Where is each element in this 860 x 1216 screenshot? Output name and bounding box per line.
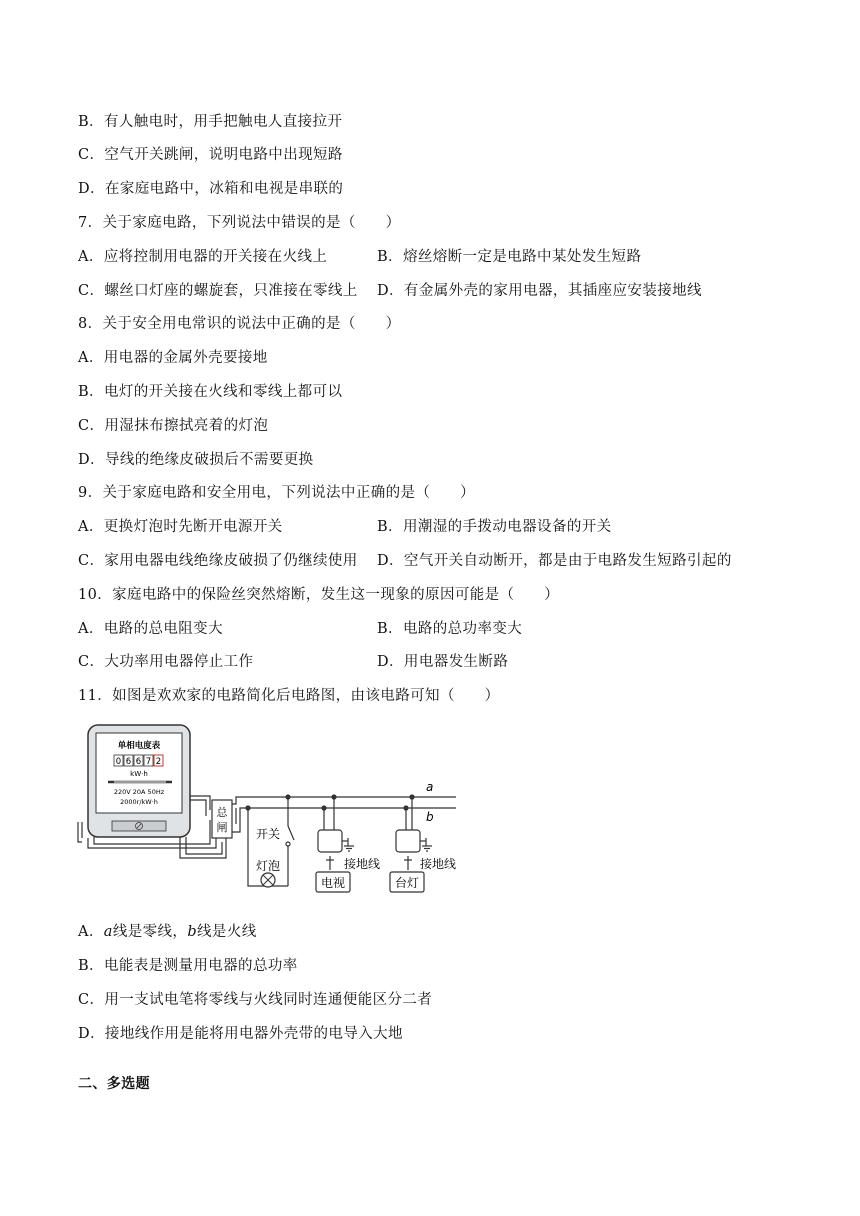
q9-option-a: A．更换灯泡时先断开电源开关 xyxy=(78,519,283,535)
q11-option-a: A．a线是零线，b线是火线 xyxy=(78,924,257,940)
ground-wire-label: 接地线 xyxy=(420,857,457,871)
q10-stem: 10．家庭电路中的保险丝突然熔断，发生这一现象的原因可能是（ ） xyxy=(78,587,560,603)
q7-option-b: B．熔丝熔断一定是电路中某处发生短路 xyxy=(377,249,642,265)
q9-option-b: B．用潮湿的手拨动电器设备的开关 xyxy=(377,519,612,535)
main-switch-label: 闸 xyxy=(216,821,228,834)
q7-option-a: A．应将控制用电器的开关接在火线上 xyxy=(78,249,328,265)
desk-lamp-label: 台灯 xyxy=(394,876,420,890)
meter-digit: 0 xyxy=(115,757,122,767)
section-heading: 二、多选题 xyxy=(78,1076,150,1092)
meter-title: 单相电度表 xyxy=(117,741,161,751)
bulb-label: 灯泡 xyxy=(256,859,281,873)
meter-constant: 2000r/kW·h xyxy=(120,798,158,806)
meter-digit: 6 xyxy=(135,757,142,767)
q11-stem: 11．如图是欢欢家的电路简化后电路图，由该电路可知（ ） xyxy=(78,688,500,704)
q9-option-c: C．家用电器电线绝缘皮破损了仍继续使用 xyxy=(78,553,358,569)
q6-option-b: B．有人触电时，用手把触电人直接拉开 xyxy=(78,114,343,130)
switch-label: 开关 xyxy=(256,827,281,841)
q10-option-b: B．电路的总功率变大 xyxy=(377,621,523,637)
q10-option-a: A．电路的总电阻变大 xyxy=(78,621,223,637)
q11-option-b: B．电能表是测量用电器的总功率 xyxy=(78,958,298,974)
q8-option-d: D．导线的绝缘皮破损后不需要更换 xyxy=(78,452,314,468)
tv-label: 电视 xyxy=(320,876,346,890)
q6-option-c: C．空气开关跳闸，说明电路中出现短路 xyxy=(78,147,343,163)
q9-stem: 9．关于家庭电路和安全用电，下列说法中正确的是（ ） xyxy=(78,485,476,501)
q9-option-d: D．空气开关自动断开，都是由于电路发生短路引起的 xyxy=(377,553,732,569)
q8-stem: 8．关于安全用电常识的说法中正确的是（ ） xyxy=(78,316,401,332)
ground-wire-label: 接地线 xyxy=(344,857,381,871)
q10-option-c: C．大功率用电器停止工作 xyxy=(78,654,254,670)
q7-option-c: C．螺丝口灯座的螺旋套，只准接在零线上 xyxy=(78,283,358,299)
meter-digit: 7 xyxy=(145,757,152,767)
q8-option-c: C．用湿抹布擦拭亮着的灯泡 xyxy=(78,418,269,434)
tv-socket xyxy=(318,830,342,852)
meter-unit: kW·h xyxy=(130,770,148,778)
q8-option-b: B．电灯的开关接在火线和零线上都可以 xyxy=(78,384,343,400)
q6-option-d: D．在家庭电路中，冰箱和电视是串联的 xyxy=(78,181,344,197)
desk-lamp-socket xyxy=(396,830,420,852)
meter-digit: 2 xyxy=(155,757,162,767)
wire-b-label: b xyxy=(426,810,434,824)
wire-a-label: a xyxy=(426,780,434,794)
q11-option-d: D．接地线作用是能将用电器外壳带的电导入大地 xyxy=(78,1026,403,1042)
q8-option-a: A．用电器的金属外壳要接地 xyxy=(78,350,268,366)
main-switch-label: 总 xyxy=(216,806,228,819)
meter-rating: 220V 20A 50Hz xyxy=(113,788,165,796)
circuit-diagram xyxy=(76,720,476,890)
q10-option-d: D．用电器发生断路 xyxy=(377,654,509,670)
q7-option-d: D．有金属外壳的家用电器，其插座应安装接地线 xyxy=(377,283,702,299)
q7-stem: 7．关于家庭电路，下列说法中错误的是（ ） xyxy=(78,215,401,231)
q11-option-c: C．用一支试电笔将零线与火线同时连通便能区分二者 xyxy=(78,992,433,1008)
meter-digit: 6 xyxy=(125,757,132,767)
